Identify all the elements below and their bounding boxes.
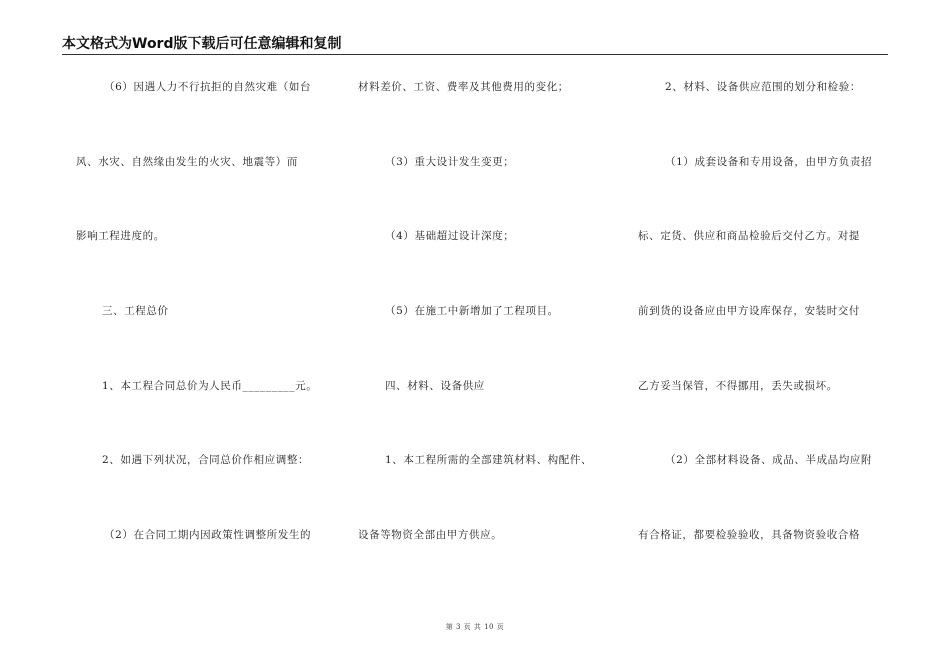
page-number: 第 3 页 共 10 页 [445, 623, 505, 631]
col1-line-5: 1、本工程合同总价为人民币_________元。 [102, 380, 318, 392]
col3-line-1: 2、材料、设备供应范围的划分和检验： [665, 81, 861, 93]
col2-line-5: 四、材料、设备供应 [385, 380, 485, 392]
col1-line-2: 风、水灾、自然缘由发生的火灾、地震等）而 [76, 156, 298, 168]
col2-line-6: 1、本工程所需的全部建筑材料、构配件、 [385, 454, 593, 466]
col2-line-4: （5）在施工中新增加了工程项目。 [385, 305, 559, 317]
col3-line-6: （2）全部材料设备、成品、半成品均应附 [665, 454, 873, 466]
document-header [62, 36, 888, 55]
col3-line-3: 标、定货、供应和商品检验后交付乙方。对提 [638, 230, 860, 242]
col1-line-1: （6）因遇人力不行抗拒的自然灾难（如台 [104, 81, 312, 93]
header-title: 本文格式为Word版下载后可任意编辑和复制 [62, 36, 342, 52]
col2-line-3: （4）基础超过设计深度； [385, 230, 515, 242]
col1-line-7: （2）在合同工期内因政策性调整所发生的 [104, 529, 312, 541]
col3-line-4: 前到货的设备应由甲方设库保存，安装时交付 [638, 305, 860, 317]
col2-line-2: （3）重大设计发生变更； [385, 156, 515, 168]
col2-line-7: 设备等物资全部由甲方供应。 [358, 529, 503, 541]
col1-line-4: 三、工程总价 [102, 305, 169, 317]
col1-line-3: 影响工程进度的。 [76, 230, 165, 242]
col3-line-2: （1）成套设备和专用设备，由甲方负责招 [665, 156, 873, 168]
col1-line-6: 2、如遇下列状况，合同总价作相应调整： [102, 454, 310, 466]
col2-line-1: 材料差价、工资、费率及其他费用的变化； [358, 81, 569, 93]
col3-line-5: 乙方妥当保管，不得挪用，丢失或损坏。 [638, 380, 838, 392]
col3-line-7: 有合格证，都要检验验收，具备物资验收合格 [638, 529, 860, 541]
